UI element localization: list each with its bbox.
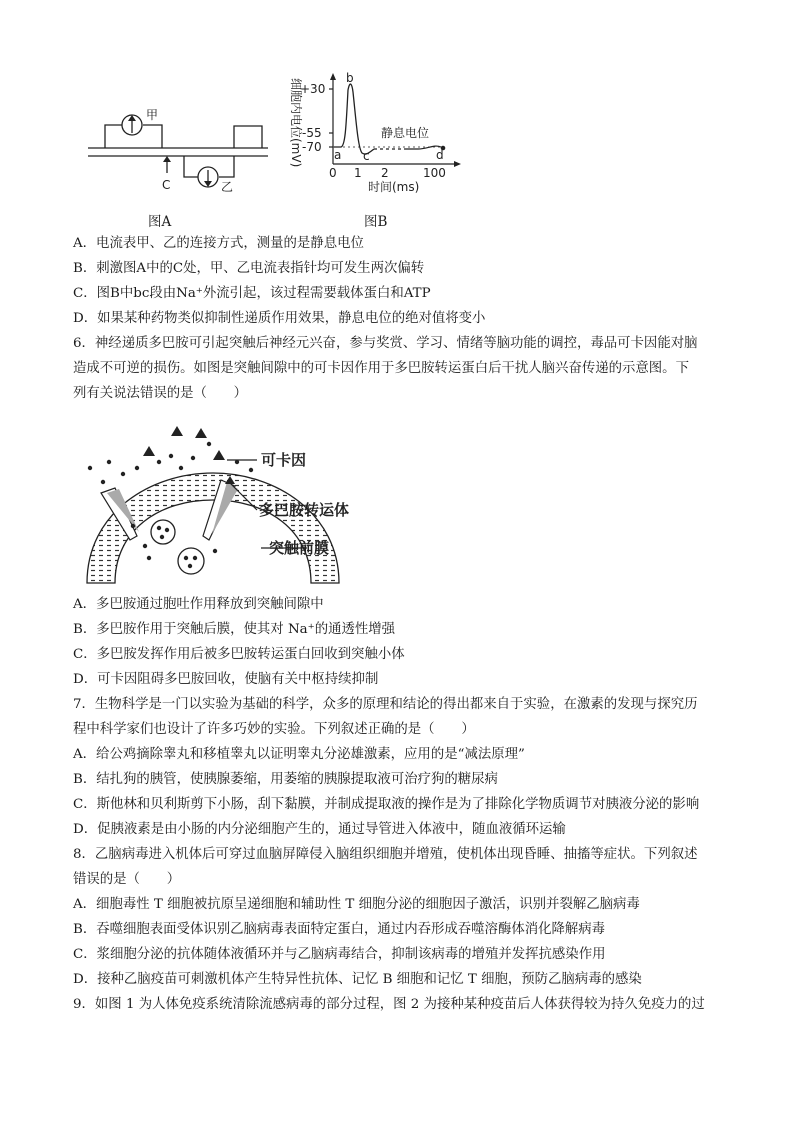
figure-a-circuit: [80, 95, 270, 215]
q8-stem-line-1: 8．乙脑病毒进入机体后可穿过血脑屏障侵入脑组织细胞并增殖，使机体出现昏睡、抽搐等症状。下列叙述: [73, 847, 698, 862]
q8-option-b: B．吞噬细胞表面受体识别乙脑病毒表面特定蛋白，通过内吞形成吞噬溶酶体消化降解病毒: [73, 922, 606, 937]
ytick-minus55: -55: [302, 126, 322, 140]
q5-option-c: C．图B中bc段由Na⁺外流引起，该过程需要载体蛋白和ATP: [73, 286, 431, 301]
q9-stem-line-1: 9．如图 1 为人体免疫系统清除流感病毒的部分过程，图 2 为接种某种疫苗后人体获得较为持久免疫力的过: [73, 997, 705, 1012]
xtick-1: 1: [354, 166, 362, 180]
stimulus-point-label: C: [162, 178, 171, 192]
q6-option-d: D．可卡因阻碍多巴胺回收，使脑有关中枢持续抑制: [73, 672, 379, 687]
q8-option-a: A．细胞毒性 T 细胞被抗原呈递细胞和辅助性 T 细胞分泌的细胞因子激活，识别并裂解乙脑病毒: [73, 897, 640, 912]
q8-option-c: C．浆细胞分泌的抗体随体液循环并与乙脑病毒结合，抑制该病毒的增殖并发挥抗感染作用: [73, 947, 606, 962]
ytick-plus30: +30: [300, 82, 326, 96]
q7-stem-line-1: 7．生物科学是一门以实验为基础的科学，众多的原理和结论的得出都来自于实验，在激素的发现与探究历: [73, 697, 698, 712]
point-b-label: b: [346, 71, 354, 85]
q6-option-a: A．多巴胺通过胞吐作用释放到突触间隙中: [73, 597, 324, 612]
label-dopamine-transporter: 多巴胺转运体: [259, 501, 350, 519]
q5-option-b: B．刺激图A中的C处，甲、乙电流表指针均可发生两次偏转: [73, 261, 425, 276]
cocaine-icon-1: [171, 426, 183, 436]
q6-option-c: C．多巴胺发挥作用后被多巴胺转运蛋白回收到突触小体: [73, 647, 405, 662]
xtick-100: 100: [423, 166, 446, 180]
cocaine-icon-3: [143, 446, 155, 456]
label-presynaptic-membrane: 突触前膜: [269, 539, 330, 557]
figure-b-ylabel: 细胞内电位(mV): [289, 78, 303, 168]
point-d-label: d: [436, 148, 444, 162]
q7-option-c: C．斯他林和贝利斯剪下小肠，刮下黏膜，并制成提取液的操作是为了排除化学物质调节对胰液分泌的影响: [73, 797, 700, 812]
q5-option-a: A．电流表甲、乙的连接方式，测量的是静息电位: [73, 236, 364, 251]
figure-b-xlabel: 时间(ms): [368, 180, 420, 194]
q8-option-d: D．接种乙脑疫苗可刺激机体产生特异性抗体、记忆 B 细胞和记忆 T 细胞，预防乙脑病毒的感染: [73, 972, 642, 987]
figure-b-graph: [278, 70, 463, 200]
figure-synapse: [75, 418, 375, 590]
point-c-label: c: [363, 149, 370, 163]
q7-stem-line-2: 程中科学家们也设计了许多巧妙的实验。下列叙述正确的是（ ）: [73, 722, 475, 737]
synaptic-vesicle-1: [151, 520, 175, 544]
q6-stem-line-1: 6．神经递质多巴胺可引起突触后神经元兴奋，参与奖赏、学习、情绪等脑功能的调控，毒品可卡因能对脑: [73, 336, 698, 351]
action-potential-curve: [334, 84, 374, 154]
q6-stem-line-3: 列有关说法错误的是（ ）: [73, 386, 248, 401]
meter-jia-label: 甲: [146, 108, 159, 122]
label-cocaine: 可卡因: [261, 451, 307, 469]
resting-potential-label: 静息电位: [381, 126, 430, 140]
cocaine-icon-4: [213, 450, 225, 460]
figure-b-caption: 图B: [364, 214, 388, 230]
q7-option-a: A．给公鸡摘除睾丸和移植睾丸以证明睾丸分泌雄激素，应用的是“减法原理”: [73, 747, 525, 762]
figure-a-caption: 图A: [148, 214, 172, 230]
q5-option-d: D．如果某种药物类似抑制性递质作用效果，静息电位的绝对值将变小: [73, 311, 486, 326]
q6-option-b: B．多巴胺作用于突触后膜，使其对 Na⁺的通透性增强: [73, 622, 396, 637]
q7-option-d: D．促胰液素是由小肠的内分泌细胞产生的，通过导管进入体液中，随血液循环运输: [73, 822, 566, 837]
q8-stem-line-2: 错误的是（ ）: [73, 872, 181, 887]
xtick-2: 2: [381, 166, 389, 180]
q7-option-b: B．结扎狗的胰管，使胰腺萎缩，用萎缩的胰腺提取液可治疗狗的糖尿病: [73, 772, 498, 787]
synaptic-vesicle-2: [178, 548, 204, 574]
point-a-label: a: [334, 148, 342, 162]
stimulus-arrow-icon: [163, 156, 171, 162]
ytick-minus70: -70: [302, 140, 322, 154]
xtick-0: 0: [329, 166, 337, 180]
meter-yi-label: 乙: [221, 180, 234, 194]
q6-stem-line-2: 造成不可逆的损伤。如图是突触间隙中的可卡因作用于多巴胺转运蛋白后干扰人脑兴奋传递的示意图。下: [73, 361, 689, 376]
cocaine-icon-2: [195, 428, 207, 438]
